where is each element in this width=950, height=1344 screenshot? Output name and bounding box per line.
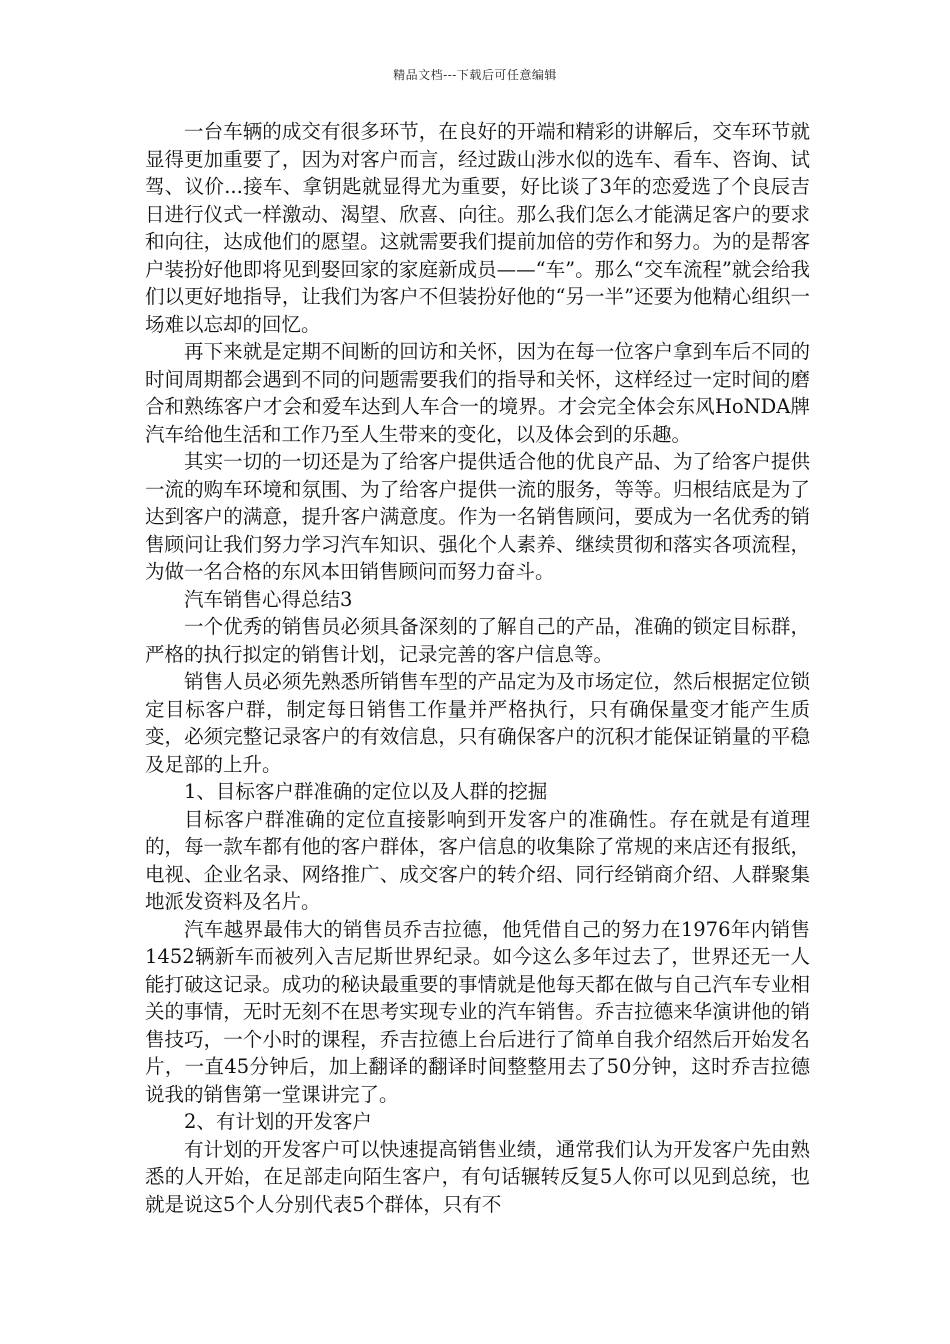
section-heading: 汽车销售心得总结3: [184, 587, 353, 611]
subsection-heading: 1、目标客户群准确的定位以及人群的挖掘: [184, 780, 548, 803]
page-header: 精品文档---下载后可任意编辑: [393, 68, 557, 82]
subsection-heading: 2、有计划的开发客户: [184, 1110, 372, 1133]
document-body: [145, 118, 810, 1218]
paragraph: 有计划的开发客户可以快速提高销售业绩，通常我们认为开发客户先由熟悉的人开始，在足部走向陌生客户，有句话辗转反复5人你可以见到总统，也就是说这5个人分别代表5个群体，只有不: [145, 1137, 810, 1216]
paragraph: 汽车越界最伟大的销售员乔吉拉德，他凭借自己的努力在1976年内销售1452辆新车而被列入吉尼斯世界纪录。如今这么多年过去了，世界还无一人能打破这记录。成功的秘诀最重要的事情就是他每天都在做与自己汽车专业相关的事情，无时无刻不在思考实现专业的汽车销售。乔吉拉德来华演讲他的销售技巧，一个小时的课程，乔吉拉德上台后进行了简单自我介绍然后开始发名片，一直45分钟后，加上翻译的翻译时间整整用去了50分钟，这时乔吉拉德说我的销售第一堂课讲完了。: [145, 917, 810, 1106]
paragraph: 其实一切的一切还是为了给客户提供适合他的优良产品、为了给客户提供一流的购车环境和氛围、为了给客户提供一流的服务，等等。归根结底是为了达到客户的满意，提升客户满意度。作为一名销售顾问，要成为一名优秀的销售顾问让我们努力学习汽车知识、强化个人素养、继续贯彻和落实各项流程，为做一名合格的东风本田销售顾问而努力奋斗。: [145, 450, 810, 583]
paragraph: 一个优秀的销售员必须具备深刻的了解自己的产品，准确的锁定目标群，严格的执行拟定的销售计划，记录完善的客户信息等。: [145, 615, 810, 666]
paragraph: 销售人员必须先熟悉所销售车型的产品定为及市场定位，然后根据定位锁定目标客户群，制定每日销售工作量并严格执行，只有确保量变才能产生质变，必须完整记录客户的有效信息，只有确保客户的沉积才能保证销量的平稳及足部的上升。: [145, 670, 810, 776]
paragraph: 目标客户群准确的定位直接影响到开发客户的准确性。存在就是有道理的，每一款车都有他的客户群体，客户信息的收集除了常规的来店还有报纸，电视、企业名录、网络推广、成交客户的转介绍、同行经销商介绍、人群聚集地派发资料及名片。: [145, 807, 810, 913]
paragraph: 再下来就是定期不间断的回访和关怀，因为在每一位客户拿到车后不同的时间周期都会遇到不同的问题需要我们的指导和关怀，这样经过一定时间的磨合和熟练客户才会和爱车达到人车合一的境界。才会完全体会东风HoNDA牌汽车给他生活和工作乃至人生带来的变化，以及体会到的乐趣。: [145, 340, 810, 446]
paragraph: 一台车辆的成交有很多环节，在良好的开端和精彩的讲解后，交车环节就显得更加重要了，因为对客户而言，经过跋山涉水似的选车、看车、咨询、试驾、议价...接车、拿钥匙就显得尤为重要，好比谈了3年的恋爱选了个良辰吉日进行仪式一样激动、渴望、欣喜、向往。那么我们怎么才能满足客户的要求和向往，达成他们的愿望。这就需要我们提前加倍的劳作和努力。为的是帮客户装扮好他即将见到娶回家的家庭新成员——“车”。那么“交车流程”就会给我们以更好地指导，让我们为客户不但装扮好他的“另一半”还要为他精心组织一场难以忘却的回忆。: [145, 120, 810, 336]
